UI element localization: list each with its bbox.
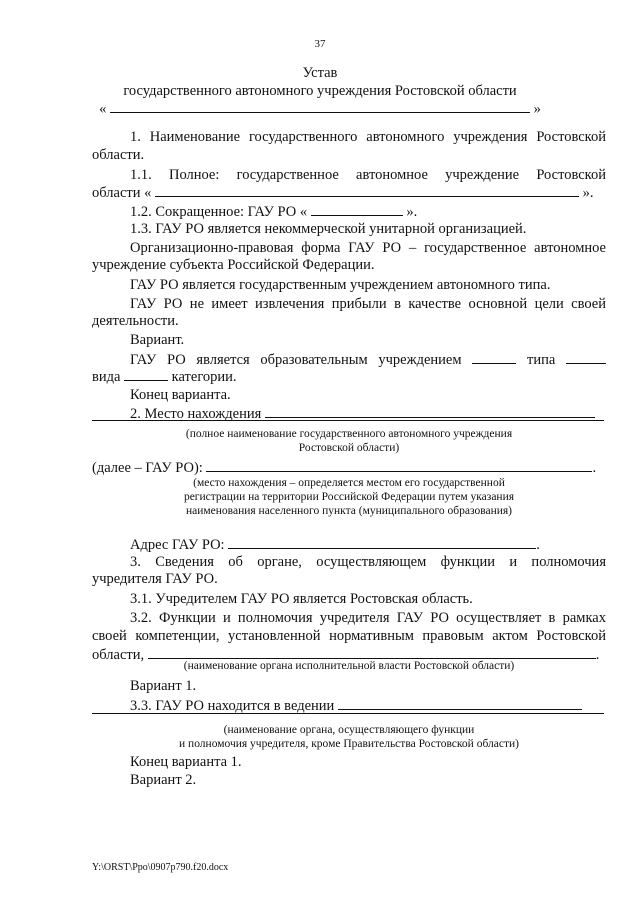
institution-name-blank bbox=[0, 99, 640, 118]
clause-3-2-cont: своей компетенции, установленной нормативным правовым актом Ростовской bbox=[92, 628, 606, 644]
fill-blank bbox=[155, 183, 579, 197]
fill-blank bbox=[124, 367, 168, 381]
clause-education-cont bbox=[92, 367, 606, 386]
variant-1-label: Вариант 1. bbox=[130, 678, 197, 694]
clause-3-2-region: области, . bbox=[92, 647, 600, 663]
fill-blank bbox=[265, 404, 595, 418]
quote-open: « bbox=[99, 101, 107, 117]
variant-end-label: Конец варианта. bbox=[130, 387, 231, 403]
fill-blank bbox=[148, 645, 596, 659]
clause-1-1-cont bbox=[92, 183, 606, 202]
fill-blank bbox=[228, 535, 536, 549]
variant-1-end-label: Конец варианта 1. bbox=[130, 754, 242, 770]
clause-1-2-label: 1.2. Сокращенное: ГАУ РО bbox=[130, 204, 297, 220]
clause-profit-cont: деятельности. bbox=[92, 313, 179, 329]
caption-location-2: регистрации на территории Российской Федерации путем указания bbox=[183, 491, 515, 503]
fill-blank bbox=[311, 202, 403, 216]
doc-subtitle: государственного автономного учреждения Ростовской области bbox=[123, 83, 517, 99]
clause-legal-form: Организационно-правовая форма ГАУ РО – государственное автономное bbox=[130, 240, 606, 256]
caption-executive-body: (наименование органа исполнительной власти Ростовской области) bbox=[183, 660, 515, 672]
category-label: категории. bbox=[171, 369, 237, 385]
fill-blank bbox=[566, 350, 606, 364]
address-label: Адрес ГАУ РО: bbox=[130, 537, 225, 553]
kind-label: вида bbox=[92, 369, 121, 385]
clause-1-1-region: области bbox=[92, 185, 141, 201]
file-path-footer: Y:\ORST\Ppo\0907p790.f20.docx bbox=[92, 862, 229, 873]
hereinafter-label: (далее – ГАУ РО): bbox=[92, 460, 203, 476]
variant-label: Вариант. bbox=[130, 332, 185, 348]
address-line: Адрес ГАУ РО: . bbox=[130, 537, 540, 553]
doc-title: Устав bbox=[302, 65, 338, 81]
quote-close: ». bbox=[582, 185, 594, 201]
jurisdiction-label: 3.3. ГАУ РО находится в ведении bbox=[130, 698, 335, 714]
variant-2-label: Вариант 2. bbox=[130, 772, 197, 788]
clause-3-2: 3.2. Функции и полномочия учредителя ГАУ РО осуществляет в рамках bbox=[130, 610, 606, 626]
clause-3-1: 3.1. Учредителем ГАУ РО является Ростовская область. bbox=[130, 591, 473, 607]
location-label: 2. Место нахождения bbox=[130, 406, 262, 422]
region-label: области, bbox=[92, 647, 145, 663]
caption-location-1: (место нахождения – определяется местом его государственной bbox=[193, 477, 505, 489]
fill-blank bbox=[472, 350, 516, 364]
caption-founder-body-1: (наименование органа, осуществляющего функции bbox=[223, 724, 475, 736]
fill-line bbox=[92, 420, 604, 421]
type-label: типа bbox=[526, 352, 556, 368]
caption-institution-name: (полное наименование государственного автономного учреждения bbox=[185, 428, 513, 440]
quote-open: « bbox=[144, 185, 152, 201]
fill-blank bbox=[338, 696, 582, 710]
clause-education-label: ГАУ РО является образовательным учреждением bbox=[130, 352, 462, 368]
caption-founder-body-2: и полномочия учредителя, кроме Правительства Ростовской области) bbox=[179, 738, 519, 750]
clause-1-3: 1.3. ГАУ РО является некоммерческой унитарной организацией. bbox=[130, 221, 527, 237]
section-1-heading: 1. Наименование государственного автономного учреждения Ростовской bbox=[130, 129, 606, 145]
page-number: 37 bbox=[314, 38, 326, 50]
fill-line bbox=[92, 713, 604, 714]
section-3-heading-cont: учредителя ГАУ РО. bbox=[92, 571, 218, 587]
section-1-heading-cont: области. bbox=[92, 147, 145, 163]
section-3-heading: 3. Сведения об органе, осуществляющем функции и полномочия bbox=[130, 554, 606, 570]
caption-institution-name-cont: Ростовской области) bbox=[298, 442, 400, 454]
clause-type: ГАУ РО является государственным учреждением автономного типа. bbox=[130, 277, 551, 293]
caption-location-3: наименования населенного пункта (муниципального образования) bbox=[185, 505, 513, 517]
clause-1-2 bbox=[130, 202, 606, 221]
clause-1-1: 1.1. Полное: государственное автономное учреждение Ростовской bbox=[130, 167, 606, 183]
quote-open: « bbox=[299, 204, 308, 220]
fill-blank bbox=[110, 99, 530, 113]
clause-legal-form-cont: учреждение субъекта Российской Федерации. bbox=[92, 257, 375, 273]
quote-close: » bbox=[533, 101, 541, 117]
quote-close: ». bbox=[406, 204, 418, 220]
fill-blank bbox=[206, 458, 592, 472]
hereinafter-line: (далее – ГАУ РО): . bbox=[92, 460, 597, 476]
clause-profit: ГАУ РО не имеет извлечения прибыли в качестве основной цели своей bbox=[130, 296, 606, 312]
